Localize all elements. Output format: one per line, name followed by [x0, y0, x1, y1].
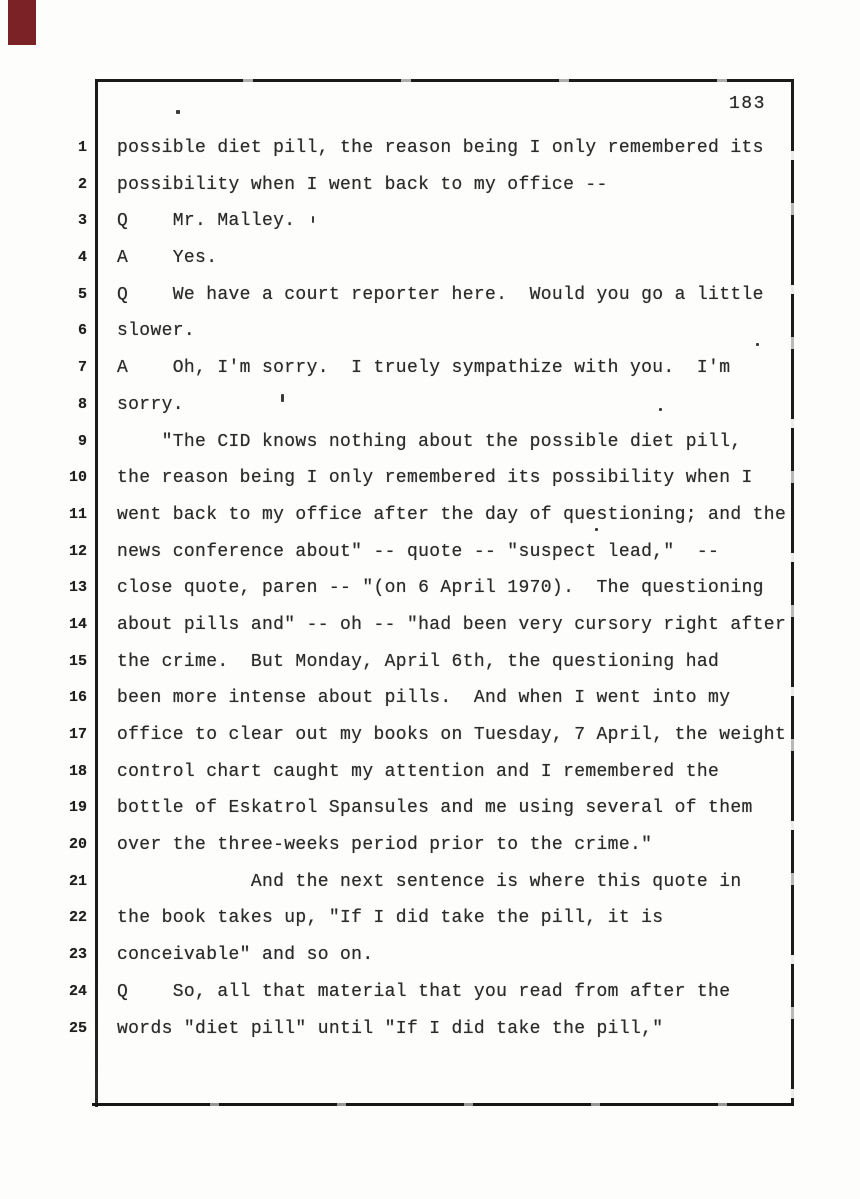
transcript-line: bottle of Eskatrol Spansules and me using several of them [117, 798, 753, 819]
line-number: 21 [68, 872, 87, 890]
scan-speck [595, 528, 598, 531]
line-number: 6 [77, 322, 87, 340]
transcript-line: went back to my office after the day of questioning; and the [117, 504, 787, 525]
transcript-line: words "diet pill" until "If I did take the pill," [117, 1018, 664, 1039]
scan-speck [756, 343, 759, 346]
scan-speck [659, 408, 662, 411]
scan-red-corner-mark [8, 0, 36, 45]
page-border-bottom [92, 1103, 794, 1106]
line-number: 16 [68, 689, 87, 707]
transcript-line: conceivable" and so on. [117, 945, 374, 966]
page-border-left [95, 79, 98, 1107]
line-number: 2 [77, 175, 87, 193]
line-number: 24 [68, 982, 87, 1000]
transcript-line: the book takes up, "If I did take the pill, it is [117, 908, 664, 929]
line-number: 3 [77, 212, 87, 230]
line-number: 23 [68, 946, 87, 964]
scan-speck [176, 110, 180, 114]
line-number: 19 [68, 799, 87, 817]
line-number: 17 [68, 726, 87, 743]
line-number: 5 [77, 285, 87, 303]
line-number: 11 [68, 505, 87, 523]
line-number: 13 [68, 579, 87, 597]
line-number: 7 [77, 359, 87, 377]
transcript-line: office to clear out my books on Tuesday, 7 April, the weight [117, 725, 787, 745]
scan-speck [312, 216, 314, 223]
line-number: 12 [68, 542, 87, 560]
transcript-line: Q We have a court reporter here. Would you go a little [117, 284, 764, 305]
line-number: 9 [77, 432, 87, 450]
line-number: 25 [68, 1019, 87, 1037]
transcript-line: the reason being I only remembered its possibility when I [117, 468, 753, 489]
transcript-line: Q So, all that material that you read from after the [117, 981, 731, 1002]
transcript-line: about pills and" -- oh -- "had been very cursory right after [117, 614, 787, 635]
transcript-line: And the next sentence is where this quote in [117, 871, 742, 892]
page-border-top [95, 79, 794, 82]
line-number: 10 [68, 469, 87, 487]
transcript-line: slower. [117, 321, 196, 342]
line-number: 18 [68, 762, 87, 780]
line-number-column [38, 130, 87, 1047]
line-number: 14 [68, 615, 87, 633]
transcript-line: possibility when I went back to my office -- [117, 174, 608, 195]
scan-speck [281, 394, 284, 402]
line-number: 1 [77, 139, 87, 156]
transcript-line: "The CID knows nothing about the possible diet pill, [117, 431, 742, 452]
transcript-line: news conference about" -- quote -- "suspect lead," -- [117, 541, 720, 562]
transcript-line: A Oh, I'm sorry. I truely sympathize with you. I'm [117, 358, 731, 379]
line-number: 8 [77, 395, 87, 413]
line-number: 22 [68, 909, 87, 927]
page-number: 183 [729, 94, 766, 114]
transcript-line: been more intense about pills. And when I went into my [117, 688, 731, 709]
transcript-text-column [117, 130, 817, 1047]
transcript-line: sorry. [117, 394, 184, 415]
transcript-line: control chart caught my attention and I remembered the [117, 761, 720, 782]
transcript-line: possible diet pill, the reason being I only remembered its [117, 138, 764, 158]
transcript-line: close quote, paren -- "(on 6 April 1970). The questioning [117, 578, 764, 599]
line-number: 15 [68, 652, 87, 670]
transcript-line: the crime. But Monday, April 6th, the questioning had [117, 651, 720, 672]
line-number: 20 [68, 836, 87, 854]
line-number: 4 [77, 249, 87, 267]
transcript-line: A Yes. [117, 248, 218, 269]
transcript-line: over the three-weeks period prior to the crime." [117, 835, 653, 856]
transcript-line: Q Mr. Malley. [117, 211, 296, 232]
